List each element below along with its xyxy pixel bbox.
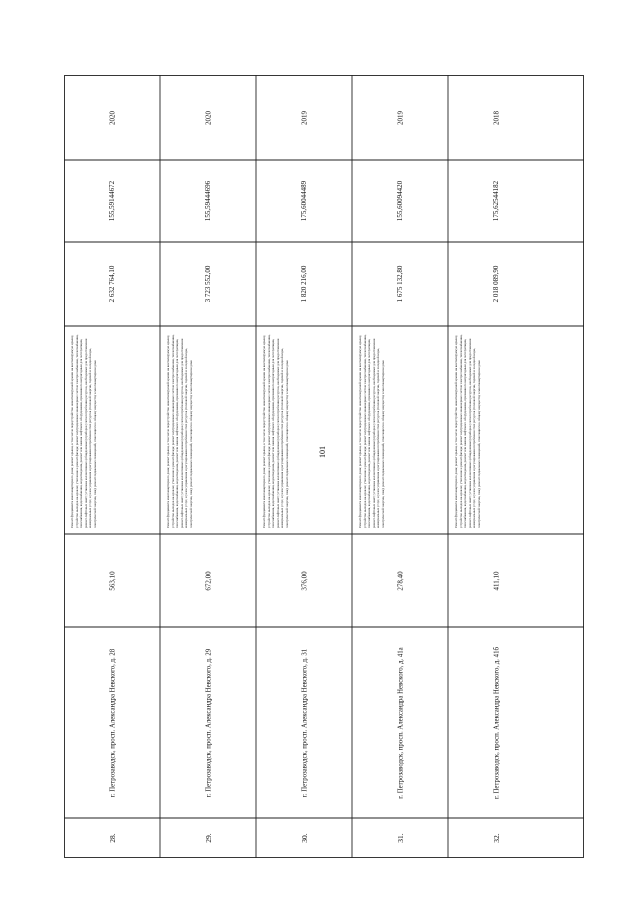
rotated-table <box>64 75 584 858</box>
row-1-cost: 2 632 764,10 <box>108 265 116 303</box>
row-3-area: 376,00 <box>300 570 308 591</box>
row-3-address: г. Петрозаводск, просп. Александра Невского, д. 31 <box>300 648 308 797</box>
row-4-num: 31. <box>395 833 405 843</box>
row-5-area: 411,10 <box>492 571 500 590</box>
row-3-year: 2019 <box>300 110 308 125</box>
row-4-year: 2019 <box>396 110 404 125</box>
row-3-num: 30. <box>299 833 309 843</box>
row-5-address: г. Петрозаводск, просп. Александра Невского, д. 41б <box>492 646 500 799</box>
row-5-num: 32. <box>491 833 501 843</box>
row-3-code: 175,60044489 <box>300 180 308 222</box>
row-2-area: 672,00 <box>204 570 212 591</box>
row-1-code: 155,59144672 <box>108 180 116 222</box>
row-2-num: 29. <box>203 833 213 843</box>
row-4-address: г. Петрозаводск, просп. Александра Невского, д. 41а <box>396 646 404 799</box>
row-2-year: 2020 <box>204 110 212 125</box>
row-5-description: Ремонт фундамента многоквартирного дома; ремонт крыши, в том числе переустройство невентилируемой крыши на вентилируемую крышу, устройство выходов на кровлю; утепление и ремонт фасада; ремонт внутридомовых инженерных систем электроснабжения, теплоснабжения, газоснабжения, водоснабжения, водоотведения, ремонт или замена лифтового оборудования, признанного непригодным для эксплуатации, ремонт лифтовых шахт; установка коллективных (общедомовых) приборов учета потребления ресурсов, необходимых для предоставления коммунальных услуг, и узлов управления и регулирования потребления этих ресурсов (тепловой энергии, горячей и холодной воды, электрической энергии, газа); ремонт подвальных помещений, относящихся к общему имуществу в многоквартирном доме <box>454 334 481 528</box>
row-3-cost: 1 820 216,00 <box>300 265 308 303</box>
row-1-num: 28. <box>107 833 117 843</box>
row-1-area: 563,10 <box>108 570 116 591</box>
row-2-address: г. Петрозаводск, просп. Александра Невского, д. 29 <box>204 648 212 797</box>
row-1-address: г. Петрозаводск, просп. Александра Невского, д. 28 <box>108 648 116 797</box>
row-2-code: 155,59444696 <box>204 180 212 222</box>
page-number: 101 <box>317 446 327 458</box>
row-2-cost: 3 723 552,00 <box>204 265 212 303</box>
row-5-cost: 2 018 089,90 <box>492 265 500 303</box>
row-4-code: 155,60094420 <box>396 180 404 222</box>
row-4-area: 278,40 <box>396 570 404 591</box>
row-5-code: 175,62544182 <box>492 180 500 222</box>
row-1-description: Ремонт фундамента многоквартирного дома; ремонт крыши, в том числе переустройство невентилируемой крыши на вентилируемую крышу, устройство выходов на кровлю; утепление и ремонт фасада; ремонт внутридомовых инженерных систем электроснабжения, теплоснабжения, газоснабжения, водоснабжения, водоотведения, ремонт или замена лифтового оборудования, признанного непригодным для эксплуатации, ремонт лифтовых шахт; установка коллективных (общедомовых) приборов учета потребления ресурсов, необходимых для предоставления коммунальных услуг, и узлов управления и регулирования потребления этих ресурсов (тепловой энергии, горячей и холодной воды, электрической энергии, газа); ремонт подвальных помещений, относящихся к общему имуществу в многоквартирном доме <box>70 334 97 528</box>
row-3-description: Ремонт фундамента многоквартирного дома; ремонт крыши, в том числе переустройство невентилируемой крыши на вентилируемую крышу, устройство выходов на кровлю; утепление и ремонт фасада; ремонт внутридомовых инженерных систем электроснабжения, теплоснабжения, газоснабжения, водоснабжения, водоотведения, ремонт или замена лифтового оборудования, признанного непригодным для эксплуатации, ремонт лифтовых шахт; установка коллективных (общедомовых) приборов учета потребления ресурсов, необходимых для предоставления коммунальных услуг, и узлов управления и регулирования потребления этих ресурсов (тепловой энергии, горячей и холодной воды, электрической энергии, газа); ремонт подвальных помещений, относящихся к общему имуществу в многоквартирном доме <box>262 334 289 528</box>
row-4-description: Ремонт фундамента многоквартирного дома; ремонт крыши, в том числе переустройство невентилируемой крыши на вентилируемую крышу, устройство выходов на кровлю; утепление и ремонт фасада; ремонт внутридомовых инженерных систем электроснабжения, теплоснабжения, газоснабжения, водоснабжения, водоотведения, ремонт или замена лифтового оборудования, признанного непригодным для эксплуатации, ремонт лифтовых шахт; установка коллективных (общедомовых) приборов учета потребления ресурсов, необходимых для предоставления коммунальных услуг, и узлов управления и регулирования потребления этих ресурсов (тепловой энергии, горячей и холодной воды, электрической энергии, газа); ремонт подвальных помещений, относящихся к общему имуществу в многоквартирном доме <box>358 334 385 528</box>
row-5-year: 2018 <box>492 110 500 125</box>
row-2-description: Ремонт фундамента многоквартирного дома; ремонт крыши, в том числе переустройство невентилируемой крыши на вентилируемую крышу, устройство выходов на кровлю; утепление и ремонт фасада; ремонт внутридомовых инженерных систем электроснабжения, теплоснабжения, газоснабжения, водоснабжения, водоотведения, ремонт или замена лифтового оборудования, признанного непригодным для эксплуатации, ремонт лифтовых шахт; установка коллективных (общедомовых) приборов учета потребления ресурсов, необходимых для предоставления коммунальных услуг, и узлов управления и регулирования потребления этих ресурсов (тепловой энергии, горячей и холодной воды, электрической энергии, газа); ремонт подвальных помещений, относящихся к общему имуществу в многоквартирном доме <box>166 334 193 528</box>
row-1-year: 2020 <box>108 110 116 125</box>
row-4-cost: 1 675 132,80 <box>396 265 404 303</box>
